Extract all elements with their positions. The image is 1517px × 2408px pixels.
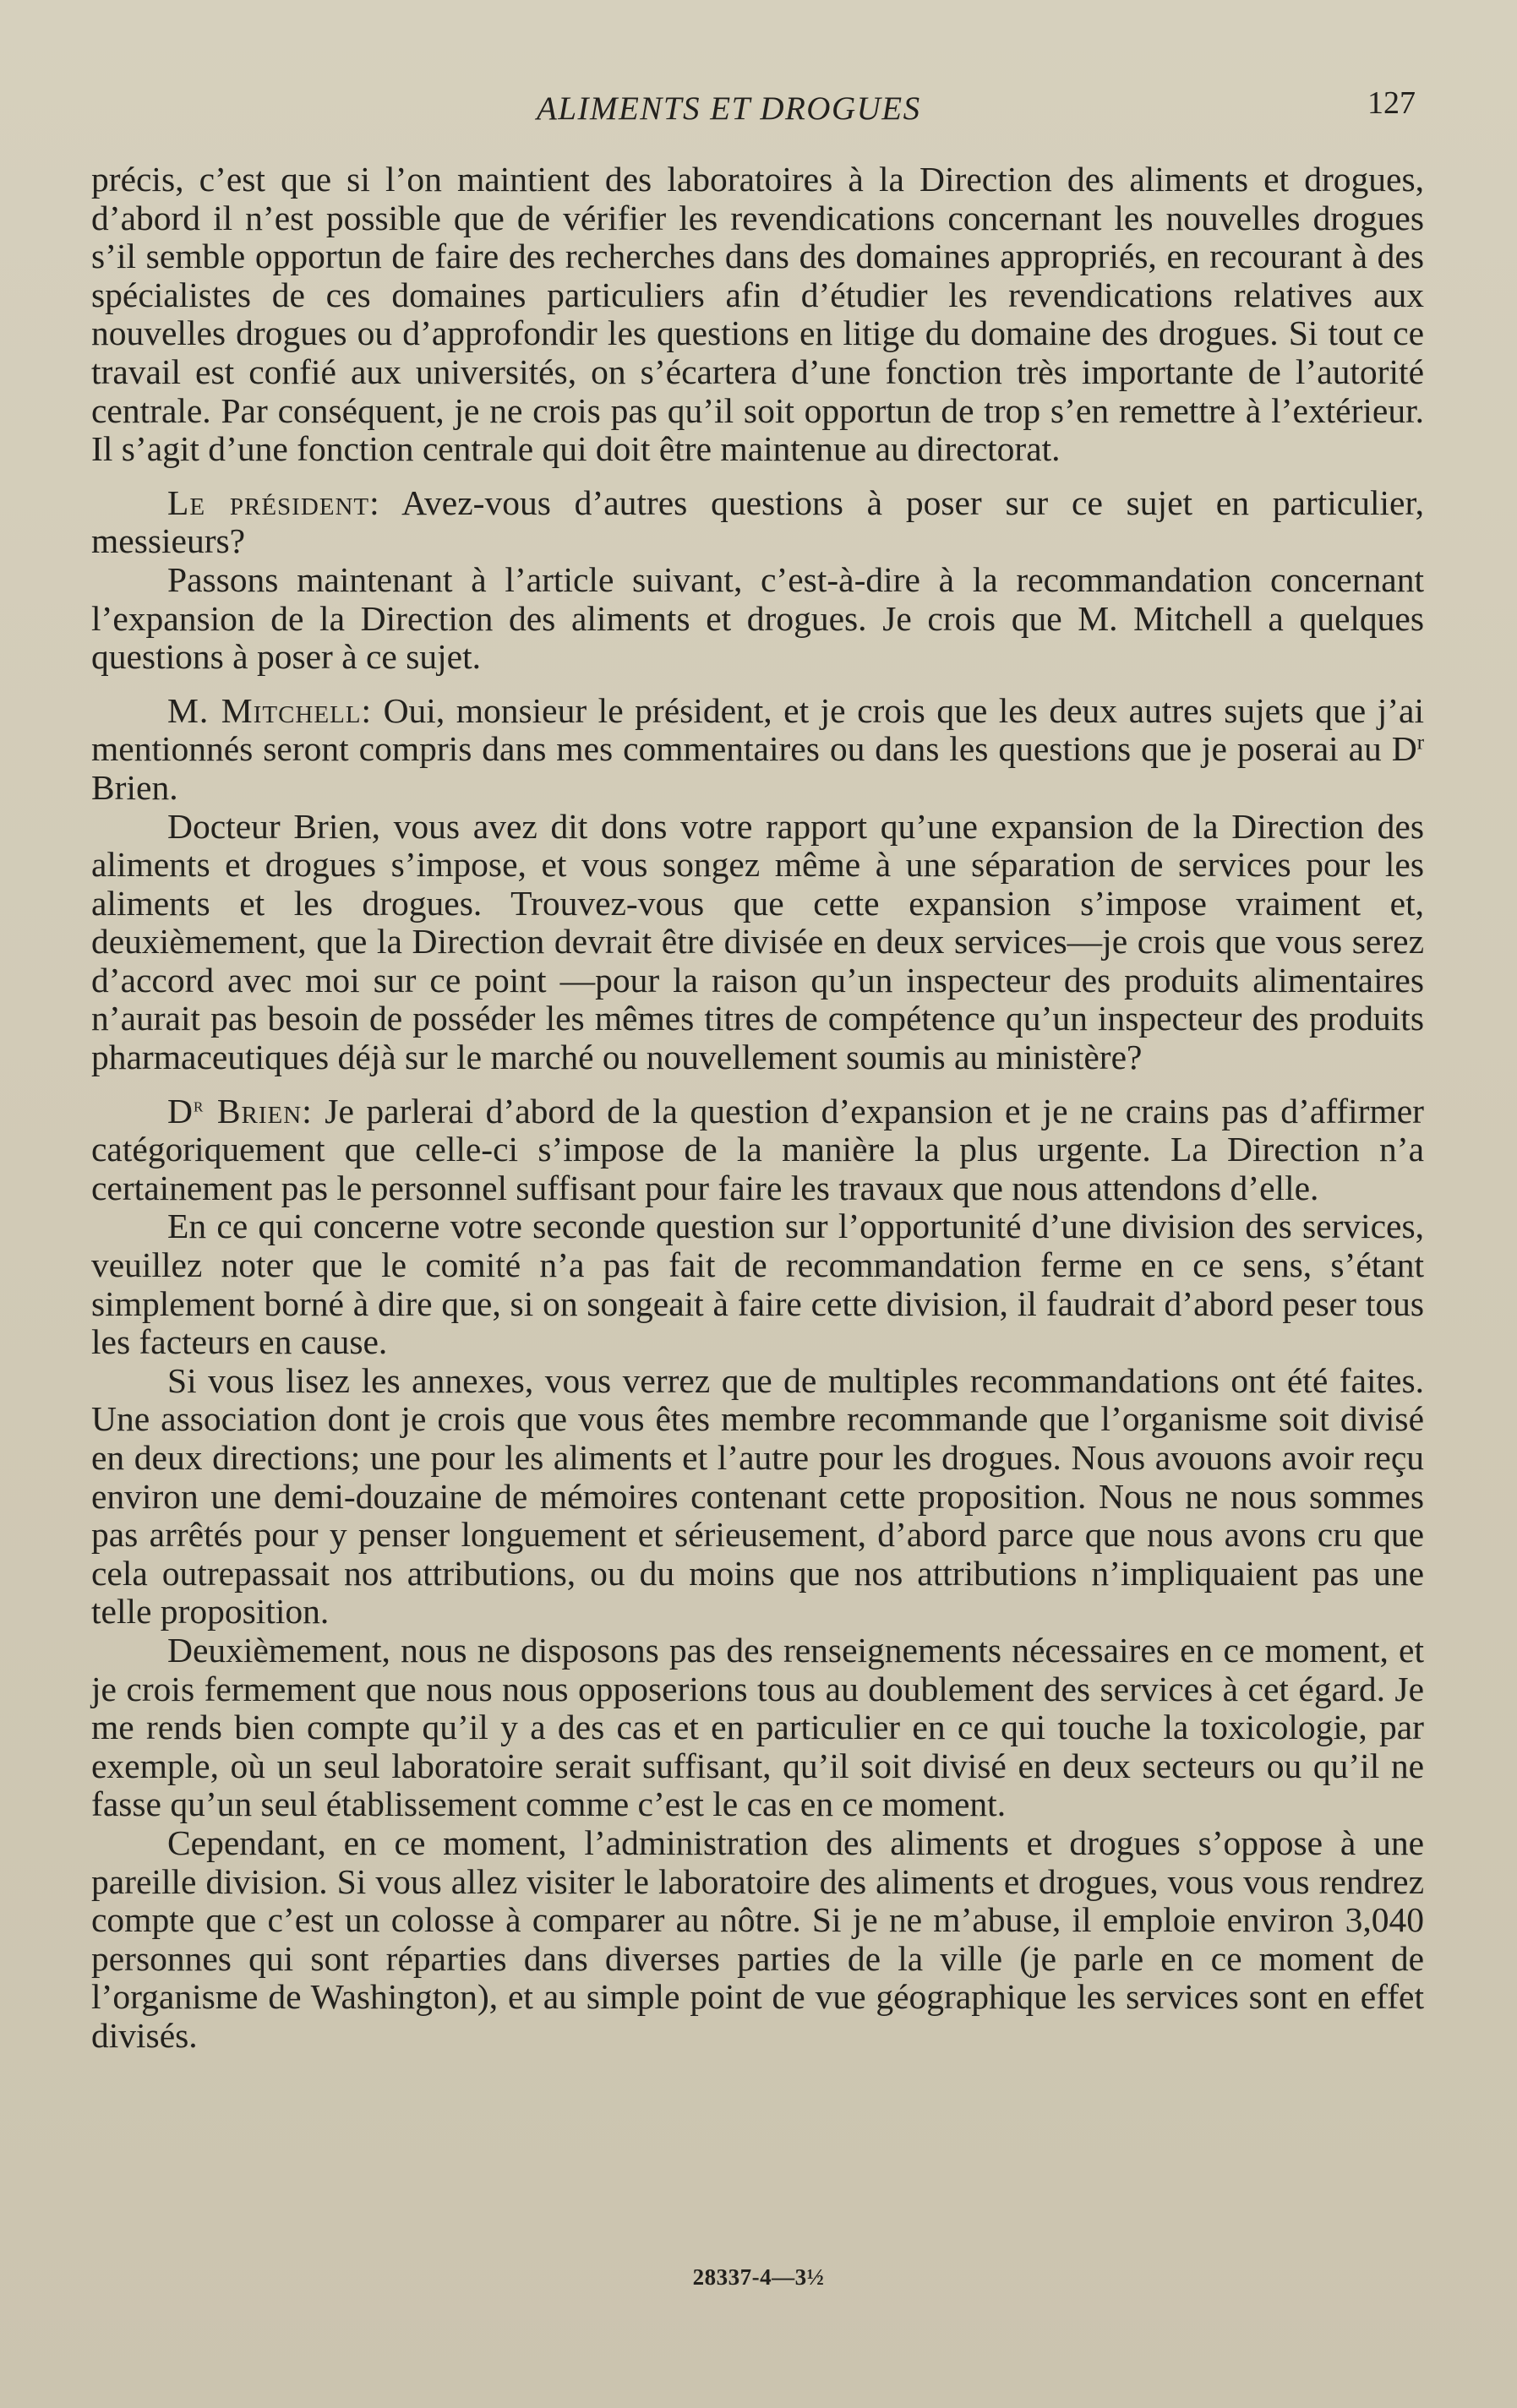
paragraph-text-end: Brien. (91, 767, 178, 807)
speaker-president: Le président: (167, 482, 380, 522)
paragraph-text: Docteur Brien, vous avez dit dons votre rapport qu’une expansion de la Direction des aliments et drogues s’impose, et vous songez même à une séparation de services pour les aliments et les drogues. Trouvez-vous que cette expansion s’impose vraiment et, deuxièmement, que la Direction devrait être divisée en deux services—je crois que vous serez d’accord avec moi sur ce point —pour la raison qu’un inspecteur des produits alimentaires n’aurait pas besoin de posséder les mêmes titres de compétence qu’un inspecteur des produits pharmaceutiques déjà sur le marché ou nouvellement soumis au ministère? (91, 806, 1424, 1077)
print-code: 28337-4—3½ (692, 2264, 825, 2290)
paragraph-second-question (91, 1207, 1424, 1361)
paragraph-however (91, 1824, 1424, 2056)
paragraph-text: précis, c’est que si l’on maintient des laboratoires à la Direction des aliments et drogues, d’abord il n’est possible que de vérifier les revendications concernant les nouvelles drogues s’il semble opportun de faire des recherches dans des domaines appropriés, en recourant à des spécialistes de ces domaines particuliers afin d’étudier les revendications relatives aux nouvelles drogues ou d’approfondir les questions en litige du domaine des drogues. Si tout ce travail est confié aux universités, on s’écartera d’une fonction très importante de l’autorité centrale. Par conséquent, je ne crois pas qu’il soit opportun de trop s’en remettre à l’extérieur. Il s’agit d’une fonction centrale qui doit être maintenue au directorat. (91, 160, 1424, 469)
paragraph-text: Si vous lisez les annexes, vous verrez que de multiples recommandations ont été faites. Une association dont je crois que vous êtes membre recommande que l’organisme soit divisé en deux directions; une pour les aliments et l’autre pour les drogues. Nous avouons avoir reçu environ une demi-douzaine de mémoires contenant cette proposition. Nous ne nous sommes pas arrêtés pour y penser longuement et sérieusement, d’abord parce que nous avons cru que cela outrepassait nos attributions, ou du moins que nos attributions n’impliquaient pas une telle proposition. (91, 1360, 1424, 1632)
paragraph-mitchell-reply (91, 692, 1424, 808)
speaker-prefix: D (167, 1091, 194, 1130)
paragraph-annexes (91, 1362, 1424, 1632)
paragraph-text: Je parlerai d’abord de la question d’expansion et je ne crains pas d’affirmer catégoriquement que celle-ci s’impose de la manière la plus urgente. La Direction n’a certainement pas le personnel suffisant pour faire les travaux que nous attendons d’elle. (91, 1091, 1424, 1207)
speaker-brien (167, 1092, 313, 1130)
paragraph-continuation (91, 161, 1424, 469)
paragraph-text: Avez-vous d’autres questions à poser sur ce sujet en particulier, messieurs? (91, 482, 1424, 561)
speaker-mitchell: M. Mitchell: (167, 690, 373, 730)
superscript: r (1416, 731, 1424, 755)
page-number: 127 (1367, 85, 1416, 121)
paragraph-text: Oui, monsieur le président, et je crois que les deux autres sujets que j’ai mentionnés seront compris dans mes commentaires ou dans les questions que je poserai au D (91, 690, 1424, 769)
speaker-name: Brien: (204, 1091, 313, 1130)
body-text (91, 161, 1424, 2056)
running-title: ALIMENTS ET DROGUES (537, 90, 921, 127)
paragraph-text: Cependant, en ce moment, l’administration des aliments et drogues s’oppose à une pareille division. Si vous allez visiter le laboratoire des aliments et drogues, vous vous rendrez compte que c’est un colosse à comparer au nôtre. Si je ne m’abuse, il emploie environ 3,040 personnes qui sont réparties dans diverses parties de la ville (je parle en ce moment de l’organisme de Washington), et au simple point de vue géographique les services sont en effet divisés. (91, 1822, 1424, 2055)
paragraph-text: Deuxièmement, nous ne disposons pas des renseignements nécessaires en ce moment, et je crois fermement que nous nous opposerions tous au doublement des services à cet égard. Je me rends bien compte qu’il y a des cas et en particulier en ce qui touche la toxicologie, par exemple, où un seul laboratoire serait suffisant, qu’il soit divisé en deux secteurs ou qu’il ne fasse qu’un seul établissement comme c’est le cas en ce moment. (91, 1630, 1424, 1824)
superscript: r (193, 1092, 205, 1116)
paragraph-brien-reply (91, 1092, 1424, 1208)
paragraph-text: Passons maintenant à l’article suivant, c’est-à-dire à la recommandation concernant l’expansion de la Direction des aliments et drogues. Je crois que M. Mitchell a quelques questions à poser à ce sujet. (91, 559, 1424, 677)
running-header (89, 84, 1416, 135)
paragraph-text: En ce qui concerne votre seconde question sur l’opportunité d’une division des services, veuillez noter que le comité n’a pas fait de recommandation ferme en ce sens, s’étant simplement borné à dire que, si on songeait à faire cette division, il faudrait d’abord peser tous les facteurs en cause. (91, 1207, 1424, 1362)
paragraph-secondly (91, 1632, 1424, 1824)
paragraph-next-article (91, 561, 1424, 677)
paragraph-mitchell-question (91, 808, 1424, 1077)
paragraph-president-question (91, 484, 1424, 561)
